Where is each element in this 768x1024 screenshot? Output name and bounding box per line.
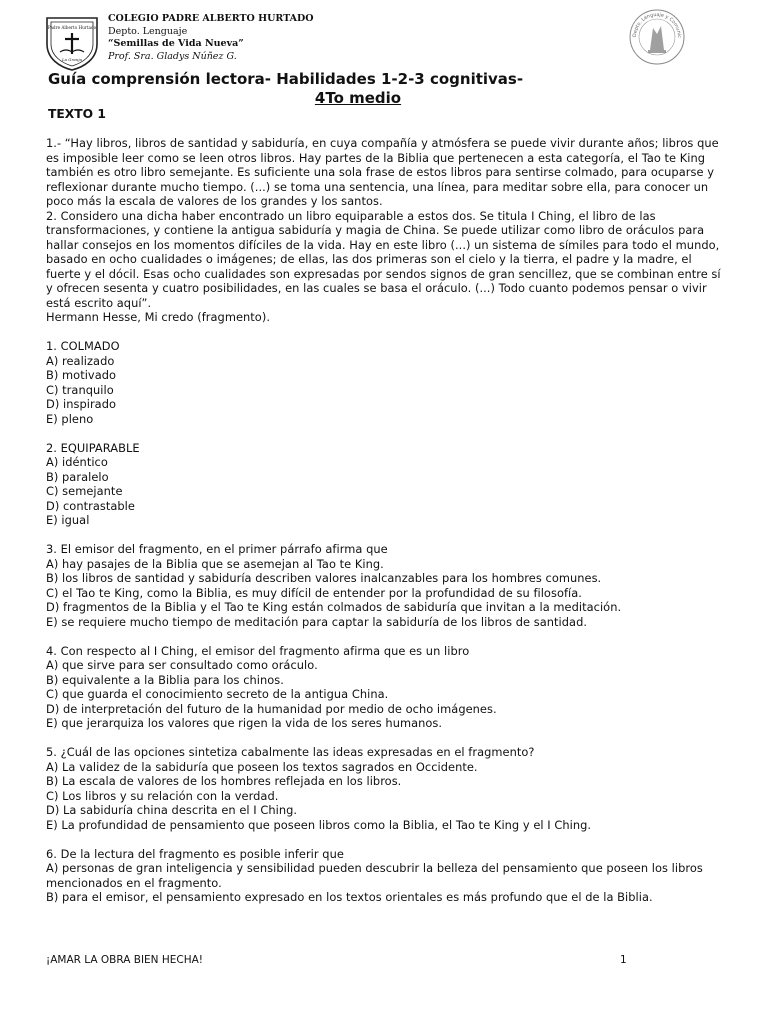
question-prompt: 1. COLMADO bbox=[46, 339, 120, 353]
teacher-name: Prof. Sra. Gladys Núñez G. bbox=[108, 50, 237, 62]
answer-option[interactable]: D) contrastable bbox=[46, 498, 135, 513]
answer-option[interactable]: C) tranquilo bbox=[46, 382, 114, 397]
answer-option[interactable]: B) paralelo bbox=[46, 469, 109, 484]
answer-option[interactable]: D) inspirado bbox=[46, 397, 117, 411]
answer-option[interactable]: A) realizado bbox=[46, 353, 115, 368]
passage-source: Hermann Hesse, Mi credo (fragmento). bbox=[46, 310, 270, 324]
answer-option[interactable]: A) que sirve para ser consultado como oráculo. bbox=[46, 658, 318, 672]
answer-option[interactable]: D) La sabiduría china descrita en el I Ching. bbox=[46, 803, 298, 817]
answer-option[interactable]: B) para el emisor, el pensamiento expresado en los textos orientales es más profundo que el de la Biblia. bbox=[46, 890, 653, 904]
question-prompt: 5. ¿Cuál de las opciones sintetiza cabalmente las ideas expresadas en el fragmento? bbox=[46, 745, 535, 759]
answer-option[interactable]: B) los libros de santidad y sabiduría describen valores inalcanzables para los hombres comunes. bbox=[46, 571, 602, 585]
question-prompt: 4. Con respecto al I Ching, el emisor del fragmento afirma que es un libro bbox=[46, 643, 470, 658]
answer-option[interactable]: D) de interpretación del futuro de la humanidad por medio de ocho imágenes. bbox=[46, 701, 497, 716]
question-prompt: 6. De la lectura del fragmento es posible inferir que bbox=[46, 846, 344, 861]
answer-option[interactable]: D) fragmentos de la Biblia y el Tao te King están colmados de sabiduría que invitan a la meditación. bbox=[46, 600, 622, 614]
department-stamp bbox=[626, 4, 688, 70]
answer-option[interactable]: A) La validez de la sabiduría que poseen los textos sagrados en Occidente. bbox=[46, 759, 478, 774]
answer-option[interactable]: E) que jerarquiza los valores que rigen la vida de los seres humanos. bbox=[46, 716, 443, 730]
answer-option[interactable]: B) motivado bbox=[46, 368, 117, 382]
reading-body bbox=[46, 136, 726, 905]
question-3 bbox=[46, 542, 726, 629]
page-number: 1 bbox=[620, 954, 627, 966]
answer-option[interactable]: C) Los libros y su relación con la verdad. bbox=[46, 788, 279, 803]
stamp-text: Depto. Lenguaje y Comunic bbox=[632, 12, 682, 38]
school-shield-logo bbox=[44, 14, 100, 72]
answer-option[interactable]: E) se requiere mucho tiempo de meditación para captar la sabiduría de los libros de santidad. bbox=[46, 614, 588, 629]
school-motto: “Semillas de Vida Nueva” bbox=[108, 38, 244, 50]
footer-slogan: ¡AMAR LA OBRA BIEN HECHA! bbox=[46, 954, 204, 966]
question-prompt: 2. EQUIPARABLE bbox=[46, 440, 140, 455]
passage-paragraph-1: 1.- “Hay libros, libros de santidad y sabiduría, en cuya compañía y atmósfera se puede vivir durante años; libros que es imposible leer como se leen otros libros. Hay partes de la Biblia que pertenecen a esta categoría, el Tao te King también es otro libro semejante. Es suficiente una sola frase de estos libros para sentirse colmado, para ocuparse y reflexionar durante mucho tiempo. (...) se toma una sentencia, una línea, para meditar sobre ella, para conocer un poco más la escala de valores de los grandes y los santos. bbox=[46, 136, 719, 208]
answer-option[interactable]: A) idéntico bbox=[46, 455, 108, 469]
question-2 bbox=[46, 441, 726, 528]
question-prompt: 3. El emisor del fragmento, en el primer párrafo afirma que bbox=[46, 542, 388, 556]
title-line-2: 4To medio bbox=[314, 89, 402, 107]
question-6 bbox=[46, 847, 726, 905]
answer-option[interactable]: A) personas de gran inteligencia y sensibilidad pueden descubrir la belleza del pensamiento que poseen los libros mencionados en el fragmento. bbox=[46, 861, 703, 890]
logo-top-text: Padre Alberto Hurtado bbox=[47, 25, 97, 30]
title-line-1: Guía comprensión lectora- Habilidades 1-2-3 cognitivas- bbox=[48, 70, 524, 88]
text-label: TEXTO 1 bbox=[48, 107, 106, 121]
answer-option[interactable]: E) La profundidad de pensamiento que poseen libros como la Biblia, el Tao te King y el I Ching. bbox=[46, 817, 592, 832]
answer-option[interactable]: A) hay pasajes de la Biblia que se asemejan al Tao te King. bbox=[46, 556, 384, 571]
passage-paragraph-2: 2. Considero una dicha haber encontrado un libro equiparable a estos dos. Se titula I Ching, el libro de las transformaciones, y contiene la antigua sabiduría y magia de China. Se puede utilizar como libro de oráculos para hallar consejos en los momentos difíciles de la vida. Hay en este libro (...) un sistema de símiles para todo el mundo, basado en ocho cualidades o imágenes; de ellas, las dos primeras son el cielo y la tierra, el padre y la madre, el fuerte y el dócil. Esas ocho cualidades son expresadas por sendos signos de gran sencillez, que se combinan entre sí y ofrecen sesenta y cuatro posibilidades, en las cuales se basa el oráculo. (...) Todo cuanto podemos pensar o vivir está escrito aquí”. bbox=[46, 208, 721, 310]
institution-block bbox=[108, 13, 314, 63]
question-1 bbox=[46, 339, 726, 426]
answer-option[interactable]: E) pleno bbox=[46, 411, 94, 426]
answer-option[interactable]: C) que guarda el conocimiento secreto de la antigua China. bbox=[46, 687, 389, 701]
answer-option[interactable]: E) igual bbox=[46, 513, 90, 527]
question-4 bbox=[46, 644, 726, 731]
guide-title bbox=[48, 70, 668, 108]
school-name: COLEGIO PADRE ALBERTO HURTADO bbox=[108, 13, 314, 24]
answer-option[interactable]: C) semejante bbox=[46, 484, 123, 498]
logo-bottom-text: La Granja bbox=[61, 57, 83, 62]
answer-option[interactable]: B) equivalente a la Biblia para los chinos. bbox=[46, 672, 284, 687]
answer-option[interactable]: B) La escala de valores de los hombres reflejada en los libros. bbox=[46, 774, 402, 788]
answer-option[interactable]: C) el Tao te King, como la Biblia, es muy difícil de entender por la profundidad de su filosofía. bbox=[46, 585, 582, 600]
question-5 bbox=[46, 745, 726, 832]
department: Depto. Lenguaje bbox=[108, 25, 188, 37]
